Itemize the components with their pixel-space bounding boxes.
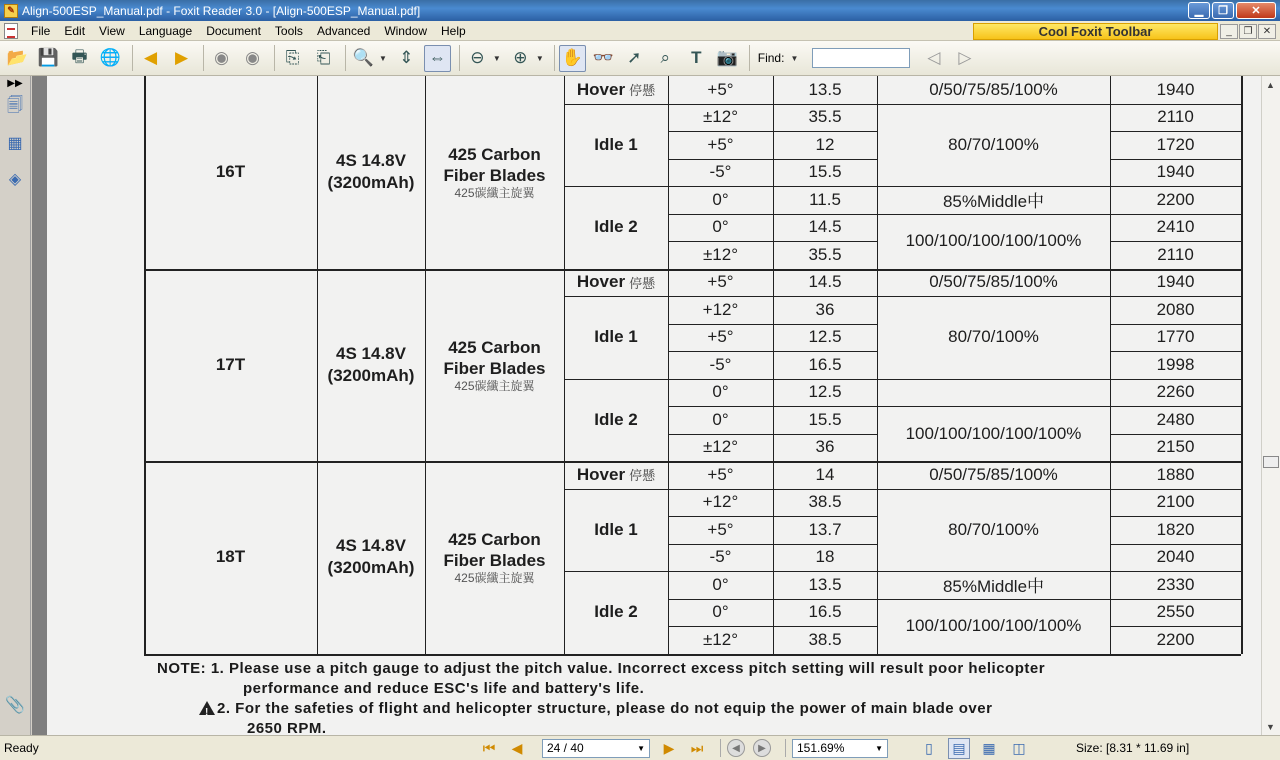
last-page-icon[interactable]: ⏭ — [690, 739, 704, 756]
mode-hover — [564, 461, 668, 489]
table-vertical-rule — [1241, 76, 1243, 654]
amp-cell: 16.5 — [808, 602, 842, 622]
table-vertical-rule — [425, 76, 426, 654]
table-horizontal-rule — [877, 489, 1110, 490]
scroll-down-icon[interactable]: ▼ — [1266, 721, 1275, 732]
open-icon[interactable]: 📂 — [6, 48, 29, 67]
history-back-icon[interactable]: ◀ — [727, 739, 745, 757]
table-horizontal-rule — [1110, 159, 1241, 160]
rpm-cell: 2260 — [1156, 382, 1195, 402]
navigation-panel — [0, 76, 31, 735]
table-vertical-rule — [1110, 76, 1111, 654]
battery-capacity: (3200mAh) — [327, 173, 415, 193]
fit-width-icon[interactable]: ⇔ — [424, 45, 451, 72]
amp-cell: 11.5 — [809, 189, 841, 209]
menu-file[interactable]: File — [31, 23, 51, 38]
pitch-cell: +5° — [707, 519, 734, 539]
curve-cell — [877, 379, 1110, 407]
amp-cell: 36 — [815, 437, 835, 457]
table-horizontal-rule — [1110, 489, 1241, 490]
table-horizontal-rule — [564, 379, 668, 380]
menu-edit[interactable]: Edit — [64, 23, 86, 38]
pitch-cell: +12° — [702, 299, 739, 319]
scroll-up-icon[interactable]: ▲ — [1266, 79, 1275, 90]
table-horizontal-rule — [877, 104, 1110, 105]
back-icon[interactable]: ◉ — [214, 48, 229, 67]
amp-cell: 38.5 — [808, 492, 842, 512]
single-page-icon[interactable]: ▯ — [925, 739, 933, 756]
blade-chinese: 425碳纖主旋翼 — [454, 378, 535, 393]
mode-hover — [564, 269, 668, 297]
table-horizontal-rule — [1110, 296, 1241, 297]
menu-bar — [0, 21, 1280, 41]
note-line-1: NOTE: 1. Please use a pitch gauge to adjust the pitch value. Incorrect excess pitch setting will result poor helicopter — [157, 660, 1046, 677]
pitch-cell: -5° — [709, 547, 732, 567]
table-horizontal-rule — [877, 214, 1110, 215]
bookmarks-icon[interactable]: 🗐 — [7, 96, 23, 114]
battery-voltage: 4S 14.8V — [336, 151, 406, 171]
binoculars-icon[interactable]: ⌕ — [660, 48, 671, 67]
cool-foxit-toolbar[interactable]: Cool Foxit Toolbar — [973, 23, 1218, 40]
prev-page-icon[interactable]: ◀ — [511, 739, 523, 756]
previous-page-icon[interactable]: ◀ — [143, 48, 158, 67]
pitch-cell: 0° — [712, 409, 729, 429]
menu-advanced[interactable]: Advanced — [316, 23, 371, 38]
toolbar-separator — [749, 45, 750, 71]
pitch-cell: +5° — [707, 327, 734, 347]
rpm-cell: 1770 — [1156, 327, 1195, 347]
rpm-cell: 2200 — [1156, 629, 1195, 649]
table-horizontal-rule — [1110, 241, 1241, 242]
scroll-thumb[interactable] — [1263, 456, 1279, 468]
page-size-info: Size: [8.31 * 11.69 in] — [1076, 741, 1190, 755]
curve-cell: 85%Middle中 — [942, 577, 1045, 597]
status-separator — [785, 739, 786, 757]
doc-restore-button[interactable]: ❐ — [1239, 24, 1257, 39]
note-line-3-row — [157, 699, 1237, 719]
rpm-cell: 2480 — [1156, 409, 1195, 429]
mode-idle1: Idle 1 — [594, 134, 638, 154]
restore-button[interactable]: ❐ — [1212, 2, 1234, 19]
table-horizontal-rule — [564, 186, 668, 187]
toolbar-separator — [459, 45, 460, 71]
table-horizontal-rule — [564, 571, 668, 572]
zoom-level-field[interactable] — [792, 739, 888, 758]
blade-chinese: 425碳纖主旋翼 — [454, 571, 535, 586]
table-horizontal-rule — [1110, 379, 1241, 380]
table-horizontal-rule — [564, 296, 668, 297]
battery-cell — [317, 461, 425, 654]
foxit-app-icon: ✎ — [4, 4, 18, 18]
warning-icon — [199, 701, 215, 715]
blade-cell — [425, 76, 564, 269]
zoom-in-tool-icon[interactable]: 🔍 — [352, 48, 375, 67]
pitch-cell: 0° — [712, 189, 729, 209]
status-separator — [720, 739, 721, 757]
email-icon[interactable]: 🌐 — [99, 48, 122, 67]
zoom-out-icon[interactable]: ⊖ — [470, 48, 485, 67]
toolbar-separator — [345, 45, 346, 71]
pitch-cell: 0° — [712, 602, 729, 622]
hover-chinese: 停懸 — [629, 83, 656, 99]
amp-cell: 13.7 — [808, 519, 842, 539]
table-horizontal-rule — [564, 489, 668, 490]
table-horizontal-rule — [877, 571, 1110, 572]
table-horizontal-rule — [877, 296, 1110, 297]
rpm-cell: 2410 — [1156, 217, 1195, 237]
table-horizontal-rule — [1110, 351, 1241, 352]
facing-page-icon[interactable]: ▦ — [982, 739, 996, 756]
pitch-cell: ±12° — [702, 107, 739, 127]
find-previous-icon[interactable]: ◁ — [927, 48, 941, 67]
amp-cell: 14.5 — [808, 217, 842, 237]
blade-line-2: Fiber Blades — [443, 166, 546, 186]
first-page-icon[interactable]: ⏮ — [482, 739, 496, 756]
table-vertical-rule — [564, 76, 565, 654]
battery-capacity: (3200mAh) — [327, 365, 415, 385]
amp-cell: 13.5 — [808, 574, 842, 594]
page-dropdown-icon[interactable]: ▼ — [637, 743, 645, 753]
blade-line-1: 425 Carbon — [448, 145, 541, 165]
table-horizontal-rule — [877, 186, 1110, 187]
minimize-button[interactable]: ▁ — [1188, 2, 1210, 19]
battery-cell — [317, 269, 425, 462]
page-number-value: 24 / 40 — [547, 741, 584, 755]
notes-section — [157, 659, 1237, 735]
rpm-cell: 2100 — [1156, 492, 1195, 512]
rotate-right-icon[interactable]: ⎗ — [316, 48, 331, 67]
table-horizontal-rule — [877, 599, 1110, 600]
blade-cell — [425, 269, 564, 462]
battery-voltage: 4S 14.8V — [336, 536, 406, 556]
find-next-icon[interactable]: ▷ — [958, 48, 972, 67]
table-horizontal-rule — [1110, 186, 1241, 187]
curve-cell: 0/50/75/85/100% — [929, 272, 1058, 292]
curve-cell: 100/100/100/100/100% — [905, 231, 1082, 250]
toolbar-separator — [274, 45, 275, 71]
close-button[interactable]: ✕ — [1236, 2, 1276, 19]
menu-document[interactable]: Document — [206, 23, 261, 38]
fit-page-icon[interactable]: ⇕ — [399, 48, 414, 67]
pitch-cell: ±12° — [702, 629, 739, 649]
rpm-cell: 1940 — [1156, 272, 1195, 292]
battery-capacity: (3200mAh) — [327, 558, 415, 578]
rpm-cell: 1940 — [1156, 79, 1195, 99]
pdf-page — [47, 76, 1261, 735]
hover-chinese: 停懸 — [629, 275, 656, 291]
amp-cell: 12 — [815, 134, 835, 154]
document-icon — [4, 23, 18, 39]
zoom-in-dropdown-icon[interactable]: ▼ — [535, 53, 544, 63]
amp-cell: 16.5 — [808, 354, 842, 374]
table-horizontal-rule — [1110, 324, 1241, 325]
find-label: Find: — [757, 51, 785, 65]
amp-cell: 14.5 — [808, 272, 842, 292]
rpm-cell: 2080 — [1156, 299, 1195, 319]
next-page-icon[interactable]: ▶ — [174, 48, 189, 67]
table-horizontal-rule — [1110, 406, 1241, 407]
rpm-table — [144, 76, 1241, 654]
amp-cell: 18 — [815, 547, 835, 567]
amp-cell: 12.5 — [808, 382, 842, 402]
blade-line-1: 425 Carbon — [448, 530, 541, 550]
table-horizontal-rule — [1110, 626, 1241, 627]
amp-cell: 35.5 — [808, 107, 842, 127]
curve-cell: 85%Middle中 — [942, 192, 1045, 212]
pitch-cell: 0° — [712, 574, 729, 594]
hover-chinese: 停懸 — [629, 468, 656, 484]
curve-cell: 80/70/100% — [948, 327, 1039, 347]
status-ready: Ready — [4, 741, 39, 755]
rotate-left-icon[interactable]: ⎘ — [285, 48, 300, 67]
note-line-3: 2. For the safeties of flight and helicopter structure, please do not equip the power of main blade over — [217, 700, 993, 717]
rpm-cell: 2150 — [1156, 437, 1195, 457]
status-bar — [0, 735, 1280, 760]
pitch-cell: +5° — [707, 272, 734, 292]
rpm-cell: 2040 — [1156, 547, 1195, 567]
continuous-facing-icon[interactable]: ◫ — [1012, 739, 1026, 756]
find-input[interactable] — [812, 48, 910, 68]
doc-close-button[interactable]: ✕ — [1258, 24, 1276, 39]
rpm-cell: 2110 — [1157, 244, 1194, 264]
amp-cell: 15.5 — [808, 162, 842, 182]
vertical-scrollbar[interactable] — [1261, 76, 1280, 735]
toolbar-separator — [132, 45, 133, 71]
pitch-cell: 0° — [712, 217, 729, 237]
mode-idle1: Idle 1 — [594, 327, 638, 347]
doc-minimize-button[interactable]: _ — [1220, 24, 1238, 39]
attachments-icon[interactable]: 📎 — [5, 697, 25, 714]
amp-cell: 13.5 — [808, 79, 842, 99]
mode-hover — [564, 76, 668, 104]
mode-idle1: Idle 1 — [594, 519, 638, 539]
blade-line-2: Fiber Blades — [443, 358, 546, 378]
layers-icon[interactable]: ◈ — [8, 171, 22, 188]
select-arrow-icon[interactable]: ➚ — [627, 48, 642, 67]
rpm-cell: 2200 — [1156, 189, 1195, 209]
page-navigation — [478, 738, 888, 758]
rpm-cell: 1998 — [1156, 354, 1195, 374]
zoom-dropdown-icon[interactable]: ▼ — [875, 743, 883, 753]
snapshot-icon[interactable]: 📷 — [716, 48, 738, 67]
rpm-cell: 1820 — [1156, 519, 1195, 539]
pitch-cell: 0° — [712, 382, 729, 402]
note-line-2: performance and reduce ESC's life and battery's life. — [243, 680, 645, 697]
hand-tool-icon[interactable]: ✋ — [559, 45, 586, 72]
rpm-cell: 1720 — [1156, 134, 1195, 154]
curve-cell: 80/70/100% — [948, 134, 1039, 154]
amp-cell: 36 — [815, 299, 835, 319]
curve-cell: 0/50/75/85/100% — [929, 79, 1058, 99]
rpm-cell: 2110 — [1157, 107, 1194, 127]
curve-cell: 100/100/100/100/100% — [905, 423, 1082, 443]
menu-tools[interactable]: Tools — [274, 23, 303, 38]
zoom-tool-dropdown-icon[interactable]: ▼ — [379, 53, 387, 63]
table-horizontal-rule — [1110, 544, 1241, 545]
blade-chinese: 425碳纖主旋翼 — [454, 186, 535, 201]
forward-icon[interactable]: ◉ — [245, 48, 260, 67]
blade-line-1: 425 Carbon — [448, 337, 541, 357]
thumbnails-icon[interactable]: ▦ — [7, 135, 23, 152]
toolbar-separator — [203, 45, 204, 71]
pitch-cell: -5° — [709, 354, 732, 374]
table-horizontal-rule — [144, 654, 1241, 656]
continuous-page-icon[interactable]: ▤ — [948, 738, 970, 759]
hover-label: Hover — [576, 272, 626, 292]
menu-view[interactable]: View — [99, 23, 125, 38]
curve-cell: 0/50/75/85/100% — [929, 464, 1058, 484]
amp-cell: 15.5 — [808, 409, 842, 429]
expand-panel-icon[interactable]: ▶▶ — [7, 78, 23, 89]
amp-cell: 38.5 — [808, 629, 842, 649]
note-line-4: 2650 RPM. — [247, 720, 327, 735]
document-viewport[interactable] — [32, 76, 1261, 735]
table-vertical-rule — [317, 76, 318, 654]
gear-cell: 17T — [215, 354, 246, 374]
print-icon[interactable]: 🖶 — [71, 46, 88, 66]
table-horizontal-rule — [877, 406, 1110, 407]
text-select-icon[interactable]: T — [691, 48, 702, 67]
page-number-field[interactable] — [542, 739, 650, 758]
mode-idle2: Idle 2 — [594, 409, 638, 429]
hover-label: Hover — [576, 464, 626, 484]
mode-idle2: Idle 2 — [594, 602, 638, 622]
table-horizontal-rule — [1110, 131, 1241, 132]
curve-cell: 80/70/100% — [948, 519, 1039, 539]
zoom-in-icon[interactable]: ⊕ — [513, 48, 528, 67]
amp-cell: 35.5 — [808, 244, 842, 264]
battery-voltage: 4S 14.8V — [336, 343, 406, 363]
save-icon[interactable]: 💾 — [37, 48, 60, 67]
pitch-cell: ±12° — [702, 437, 739, 457]
pitch-cell: +5° — [707, 134, 734, 154]
pitch-cell: -5° — [709, 162, 732, 182]
zoom-level-value: 151.69% — [797, 741, 845, 755]
zoom-out-dropdown-icon[interactable]: ▼ — [492, 53, 501, 63]
curve-cell: 100/100/100/100/100% — [905, 616, 1082, 635]
blade-cell — [425, 461, 564, 654]
amp-cell: 12.5 — [808, 327, 842, 347]
page-layout-buttons — [918, 738, 1030, 759]
pitch-cell: +12° — [702, 492, 739, 512]
table-horizontal-rule — [877, 379, 1110, 380]
rpm-cell: 2550 — [1156, 602, 1195, 622]
window-title: Align-500ESP_Manual.pdf - Foxit Reader 3.0 - [Align-500ESP_Manual.pdf] — [22, 3, 421, 18]
hover-label: Hover — [576, 79, 626, 99]
toolbar-separator — [554, 45, 555, 71]
table-horizontal-rule — [1110, 599, 1241, 600]
table-horizontal-rule — [1110, 104, 1241, 105]
table-horizontal-rule — [1110, 434, 1241, 435]
table-horizontal-rule — [564, 104, 668, 105]
menu-window[interactable]: Window — [384, 23, 427, 38]
rpm-cell: 1880 — [1156, 464, 1195, 484]
pitch-cell: +5° — [707, 79, 734, 99]
battery-cell — [317, 76, 425, 269]
table-vertical-rule — [668, 76, 669, 654]
next-page-status-icon[interactable]: ▶ — [663, 739, 675, 756]
amp-cell: 14 — [815, 464, 835, 484]
glasses-icon[interactable]: 👓 — [592, 48, 614, 67]
menu-help[interactable]: Help — [441, 23, 466, 38]
table-horizontal-rule — [1110, 214, 1241, 215]
gear-cell: 18T — [215, 547, 246, 567]
main-toolbar — [0, 41, 1280, 76]
blade-line-2: Fiber Blades — [443, 551, 546, 571]
table-horizontal-rule — [1110, 516, 1241, 517]
history-forward-icon[interactable]: ▶ — [753, 739, 771, 757]
pitch-cell: ±12° — [702, 244, 739, 264]
title-bar — [0, 0, 1280, 21]
table-horizontal-rule — [1110, 571, 1241, 572]
gear-cell: 16T — [215, 162, 246, 182]
menu-language[interactable]: Language — [138, 23, 193, 38]
rpm-cell: 1940 — [1156, 162, 1195, 182]
find-dropdown-icon[interactable]: ▼ — [790, 53, 799, 63]
mode-idle2: Idle 2 — [594, 217, 638, 237]
rpm-cell: 2330 — [1156, 574, 1195, 594]
table-vertical-rule — [877, 76, 878, 654]
table-vertical-rule — [144, 76, 146, 654]
pitch-cell: +5° — [707, 464, 734, 484]
table-vertical-rule — [773, 76, 774, 654]
